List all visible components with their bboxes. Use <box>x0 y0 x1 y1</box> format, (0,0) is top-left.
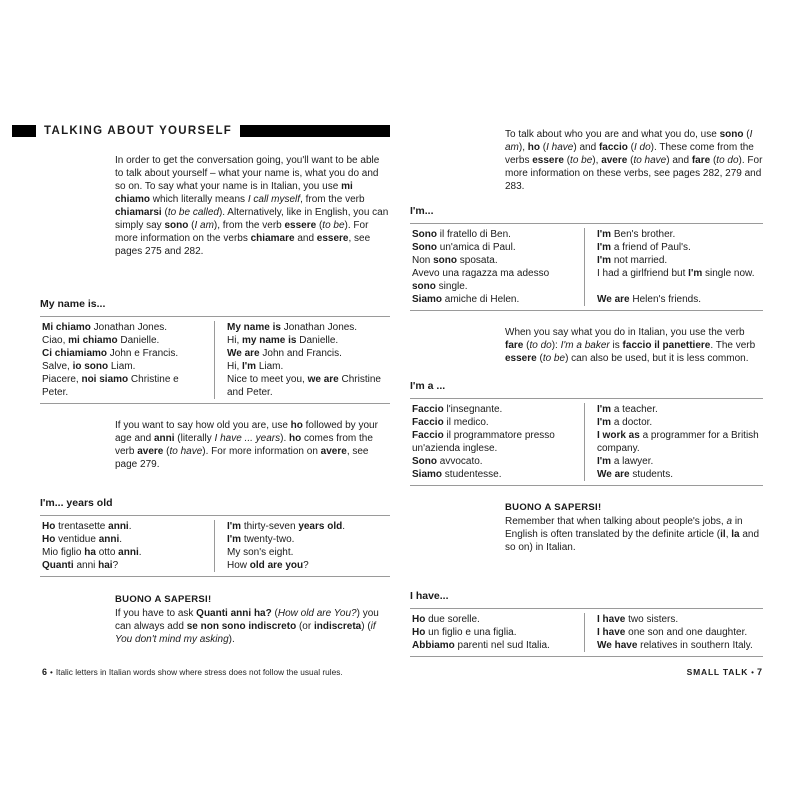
phrase-italian: Siamo amiche di Helen. <box>410 293 585 306</box>
phrase-italian: Non sono sposata. <box>410 254 585 267</box>
intro-paragraph: In order to get the conversation going, you'll want to be able to talk about yourself – what your name is, what you do and so on. To say what your name is in Italian, you use mi chiamo which literally means I call myself, from the verb chiamarsi (to be called). Alternatively, like in English, you can simply say sono (I am), from the verb essere (to be). For more information on the verbs chiamare and essere, see pages 275 and 282. <box>115 155 389 257</box>
footer-separator: • <box>50 668 53 677</box>
page-number-right: 7 <box>756 667 762 677</box>
phrase-english: We are Helen's friends. <box>597 294 702 305</box>
phrase-english: I'm not married. <box>597 255 668 266</box>
phrase-english: I'm a teacher. <box>597 404 658 415</box>
page-right <box>410 128 763 657</box>
page-number-left: 6 <box>42 667 48 677</box>
footer-section-label: SMALL TALK <box>686 667 749 677</box>
tip-label: BUONO A SAPERSI! <box>115 594 212 605</box>
heading-years-old: I'm... years old <box>40 497 113 509</box>
tip-text: If you have to ask Quanti anni ha? (How old are You?) you can always add se non sono indiscreto (or indiscreta) (if You don't mind my asking). <box>115 608 379 645</box>
phrase-english: We are students. <box>597 469 673 480</box>
phrase-italian: Ho trentasette anni. <box>40 520 215 533</box>
phrase-italian: Faccio l'insegnante. <box>410 403 585 416</box>
phrase-italian: Abbiamo parenti nel sud Italia. <box>410 639 585 652</box>
phrase-english: My son's eight. <box>227 547 294 558</box>
phrase-italian: Ci chiamiamo John e Francis. <box>40 347 215 360</box>
phrase-italian: Mio figlio ha otto anni. <box>40 546 215 559</box>
phrase-italian: Faccio il medico. <box>410 416 585 429</box>
intro-paragraph: To talk about who you are and what you do, use sono (I am), ho (I have) and faccio (I do). These come from the verbs essere (to be), avere (to have) and fare (to do). For more information on these verbs, see pages 282, 279 and 283. <box>505 129 763 192</box>
phrase-english: I'm twenty-two. <box>227 534 295 545</box>
phrase-table-my-name-is <box>40 316 390 404</box>
footer-note: Italic letters in Italian words show where stress does not follow the usual rules. <box>55 667 343 677</box>
phrase-italian: Sono avvocato. <box>410 455 585 468</box>
phrase-english: I had a girlfriend but I'm single now. <box>597 268 755 279</box>
tip-text: Remember that when talking about people's jobs, a in English is often translated by the definite article (il, la and so on) in Italian. <box>505 516 760 553</box>
phrase-italian: Piacere, noi siamo Christine e Peter. <box>40 373 215 399</box>
phrase-italian: Salve, io sono Liam. <box>40 360 215 373</box>
phrase-english: My name is Jonathan Jones. <box>227 322 358 333</box>
phrase-english: I'm a friend of Paul's. <box>597 242 691 253</box>
phrase-italian: Faccio il programmatore presso un'azienda inglese. <box>410 429 585 455</box>
phrase-english: I'm a doctor. <box>597 417 653 428</box>
phrase-italian: Ciao, mi chiamo Danielle. <box>40 334 215 347</box>
phrase-english: Nice to meet you, we are Christine and Peter. <box>227 374 381 398</box>
phrase-italian: Sono un'amica di Paul. <box>410 241 585 254</box>
tip-box <box>115 594 390 646</box>
phrase-italian: Ho ventidue anni. <box>40 533 215 546</box>
phrase-italian: Quanti anni hai? <box>40 559 215 572</box>
phrase-italian: Avevo una ragazza ma adesso sono single. <box>410 267 585 293</box>
phrase-english: Hi, I'm Liam. <box>227 361 284 372</box>
phrase-english: I have two sisters. <box>597 614 679 625</box>
phrase-italian: Ho due sorelle. <box>410 613 585 626</box>
phrase-english: I'm a lawyer. <box>597 456 654 467</box>
phrase-english: I work as a programmer for a British company. <box>597 430 759 454</box>
phrase-english: We have relatives in southern Italy. <box>597 640 753 651</box>
phrase-english: I have one son and one daughter. <box>597 627 748 638</box>
heading-im-a: I'm a ... <box>410 380 446 392</box>
phrase-italian: Ho un figlio e una figlia. <box>410 626 585 639</box>
heading-my-name-is: My name is... <box>40 298 106 310</box>
heading-i-have: I have... <box>410 590 449 602</box>
phrase-italian: Sono il fratello di Ben. <box>410 228 585 241</box>
phrase-table-i-have <box>410 608 763 657</box>
phrase-english: I'm thirty-seven years old. <box>227 521 346 532</box>
phrase-english: I'm Ben's brother. <box>597 229 676 240</box>
phrase-table-years-old <box>40 515 390 577</box>
phrase-english: How old are you? <box>227 560 309 571</box>
phrase-english: We are John and Francis. <box>227 348 342 359</box>
phrase-english: Hi, my name is Danielle. <box>227 335 339 346</box>
phrase-table-im <box>410 223 763 311</box>
footer-left <box>42 667 343 678</box>
title-bar-left <box>12 125 36 137</box>
tip-label: BUONO A SAPERSI! <box>505 502 602 513</box>
heading-im: I'm... <box>410 205 434 217</box>
age-paragraph: If you want to say how old you are, use ho followed by your age and anni (literally I have ... years). ho comes from the verb avere (to have). For more information on avere, see page 279. <box>115 420 378 470</box>
section-title-row <box>12 124 390 138</box>
phrase-italian: Mi chiamo Jonathan Jones. <box>40 321 215 334</box>
page-title: TALKING ABOUT YOURSELF <box>44 125 233 137</box>
tip-box <box>505 502 763 554</box>
fare-paragraph: When you say what you do in Italian, you use the verb fare (to do): I'm a baker is faccio il panettiere. The verb essere (to be) can also be used, but it is less common. <box>505 327 756 364</box>
footer-right <box>687 667 762 678</box>
footer-separator: • <box>751 668 754 677</box>
title-bar-right <box>240 125 390 137</box>
phrase-table-jobs <box>410 398 763 486</box>
phrase-italian: Siamo studentesse. <box>410 468 585 481</box>
page-left <box>40 124 390 646</box>
